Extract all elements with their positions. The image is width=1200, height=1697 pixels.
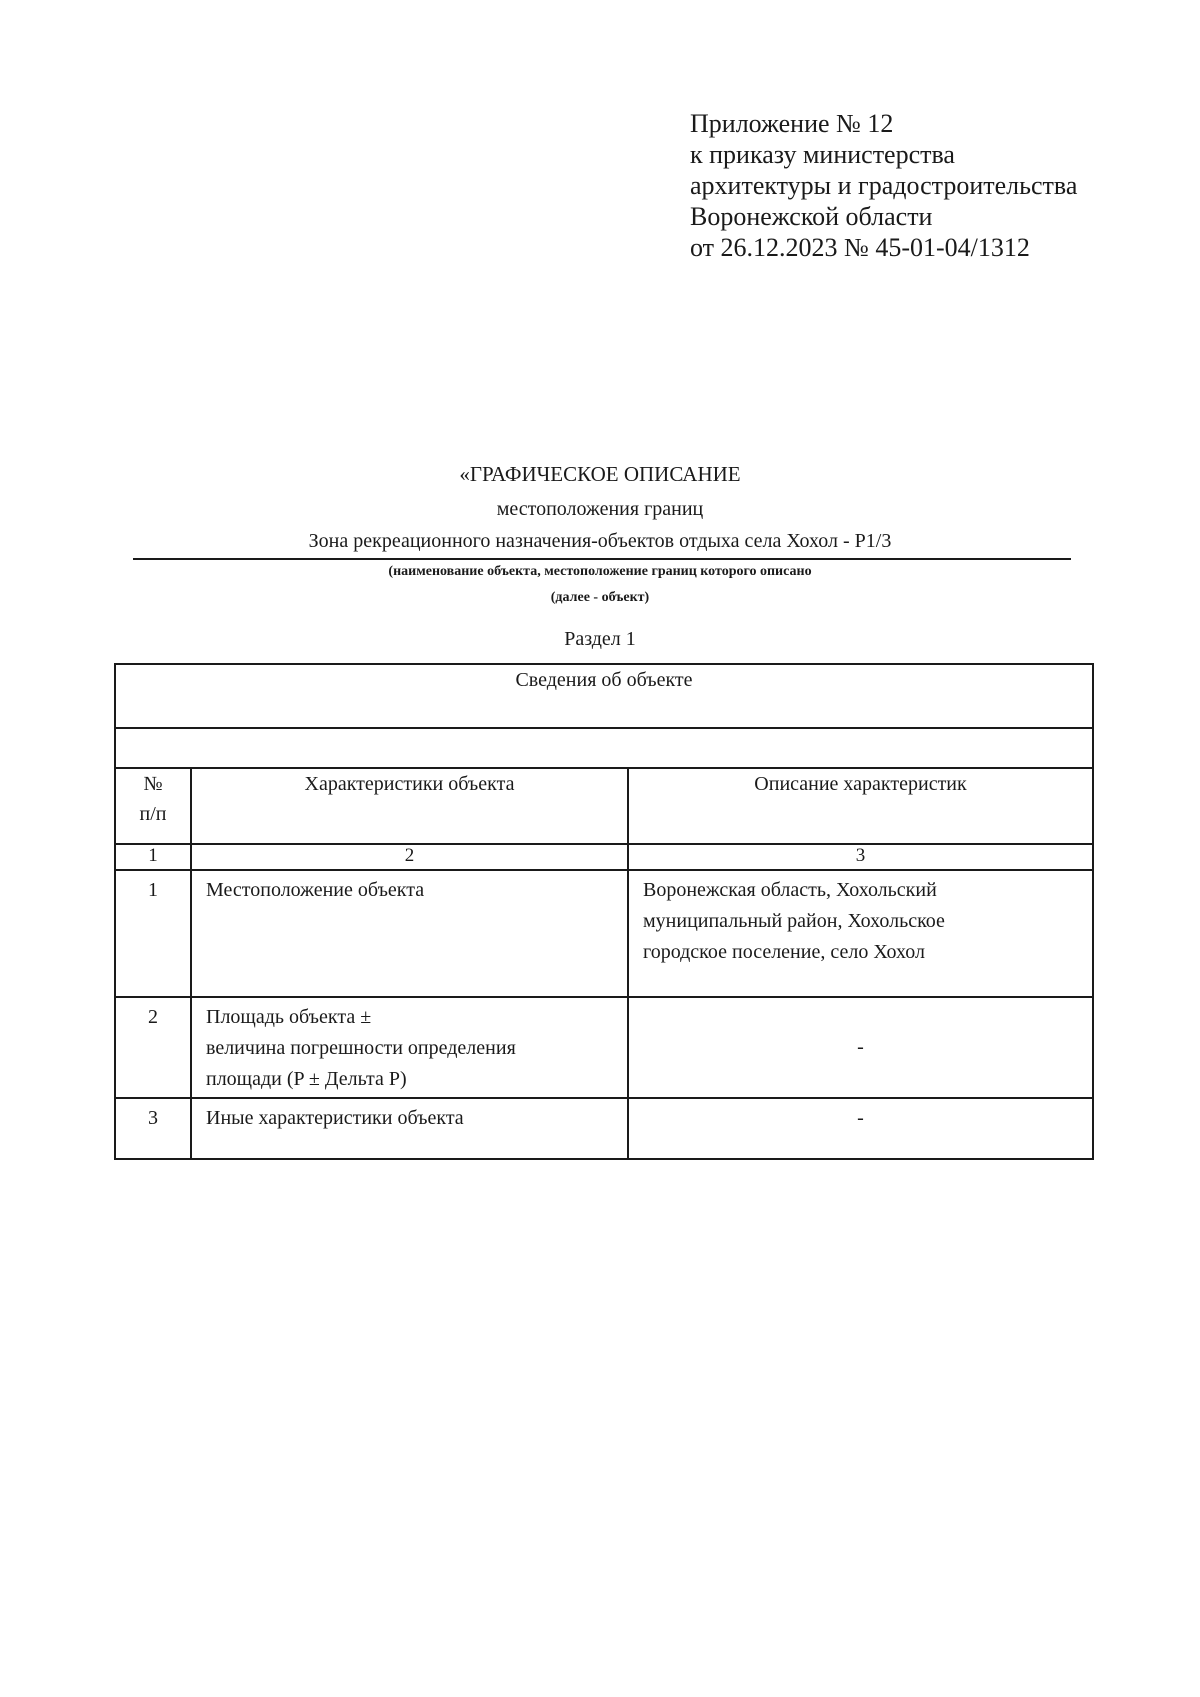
- column-header-characteristic: Характеристики объекта: [191, 768, 628, 844]
- table-blank-cell: [115, 728, 1093, 768]
- row-number: 2: [115, 997, 191, 1098]
- table-row: [115, 997, 1093, 1098]
- document-title: «ГРАФИЧЕСКОЕ ОПИСАНИЕ: [459, 462, 741, 486]
- appendix-line: от 26.12.2023 № 45-01-04/1312: [690, 233, 1030, 262]
- row-characteristic: [191, 870, 628, 997]
- object-caption-line2: (далее - объект): [550, 590, 650, 605]
- row-description: -: [628, 1098, 1093, 1159]
- row-description-line: Воронежская область, Хохольский: [643, 879, 937, 901]
- appendix-line: к приказу министерства: [690, 140, 955, 169]
- row-characteristic-line: Иные характеристики объекта: [206, 1107, 464, 1129]
- column-header-num: [115, 768, 191, 844]
- object-name: Зона рекреационного назначения-объектов отдыха села Хохол - Р1/3: [308, 530, 892, 552]
- table-row: [115, 1098, 1093, 1159]
- table-blank-row: [115, 728, 1093, 768]
- appendix-line: архитектуры и градостроительства: [690, 171, 1078, 200]
- row-description: -: [628, 997, 1093, 1098]
- row-characteristic-line: Площадь объекта ±: [206, 1006, 372, 1028]
- section-title: Раздел 1: [564, 628, 636, 650]
- column-header-description: Описание характеристик: [628, 768, 1093, 844]
- document-subtitle: местоположения границ: [496, 498, 704, 520]
- column-number: 1: [115, 844, 191, 870]
- column-header-num-line1: №: [143, 773, 163, 795]
- object-name-underline: [133, 558, 1071, 560]
- table-header-cell: Сведения об объекте: [115, 664, 1093, 728]
- row-description-line: городское поселение, село Хохол: [643, 941, 925, 963]
- appendix-line: Приложение № 12: [690, 109, 894, 138]
- row-number: 3: [115, 1098, 191, 1159]
- row-characteristic: [191, 997, 628, 1098]
- row-characteristic: [191, 1098, 628, 1159]
- row-characteristic-line: величина погрешности определения: [206, 1037, 516, 1059]
- appendix-block: [690, 108, 1077, 263]
- table-header-row: [115, 664, 1093, 728]
- row-description: [628, 870, 1093, 997]
- row-characteristic-line: Местоположение объекта: [206, 879, 425, 901]
- table-column-header-row: [115, 768, 1093, 844]
- table-column-number-row: [115, 844, 1093, 870]
- column-header-num-line2: п/п: [139, 803, 167, 825]
- row-description-line: муниципальный район, Хохольское: [643, 910, 945, 932]
- row-characteristic-line: площади (P ± Дельта P): [206, 1068, 407, 1090]
- object-info-table: [114, 663, 1094, 1160]
- column-number: 2: [191, 844, 628, 870]
- column-number: 3: [628, 844, 1093, 870]
- object-caption-line1: (наименование объекта, местоположение границ которого описано: [388, 564, 812, 579]
- table-row: [115, 870, 1093, 997]
- appendix-line: Воронежской области: [690, 202, 933, 231]
- row-number: 1: [115, 870, 191, 997]
